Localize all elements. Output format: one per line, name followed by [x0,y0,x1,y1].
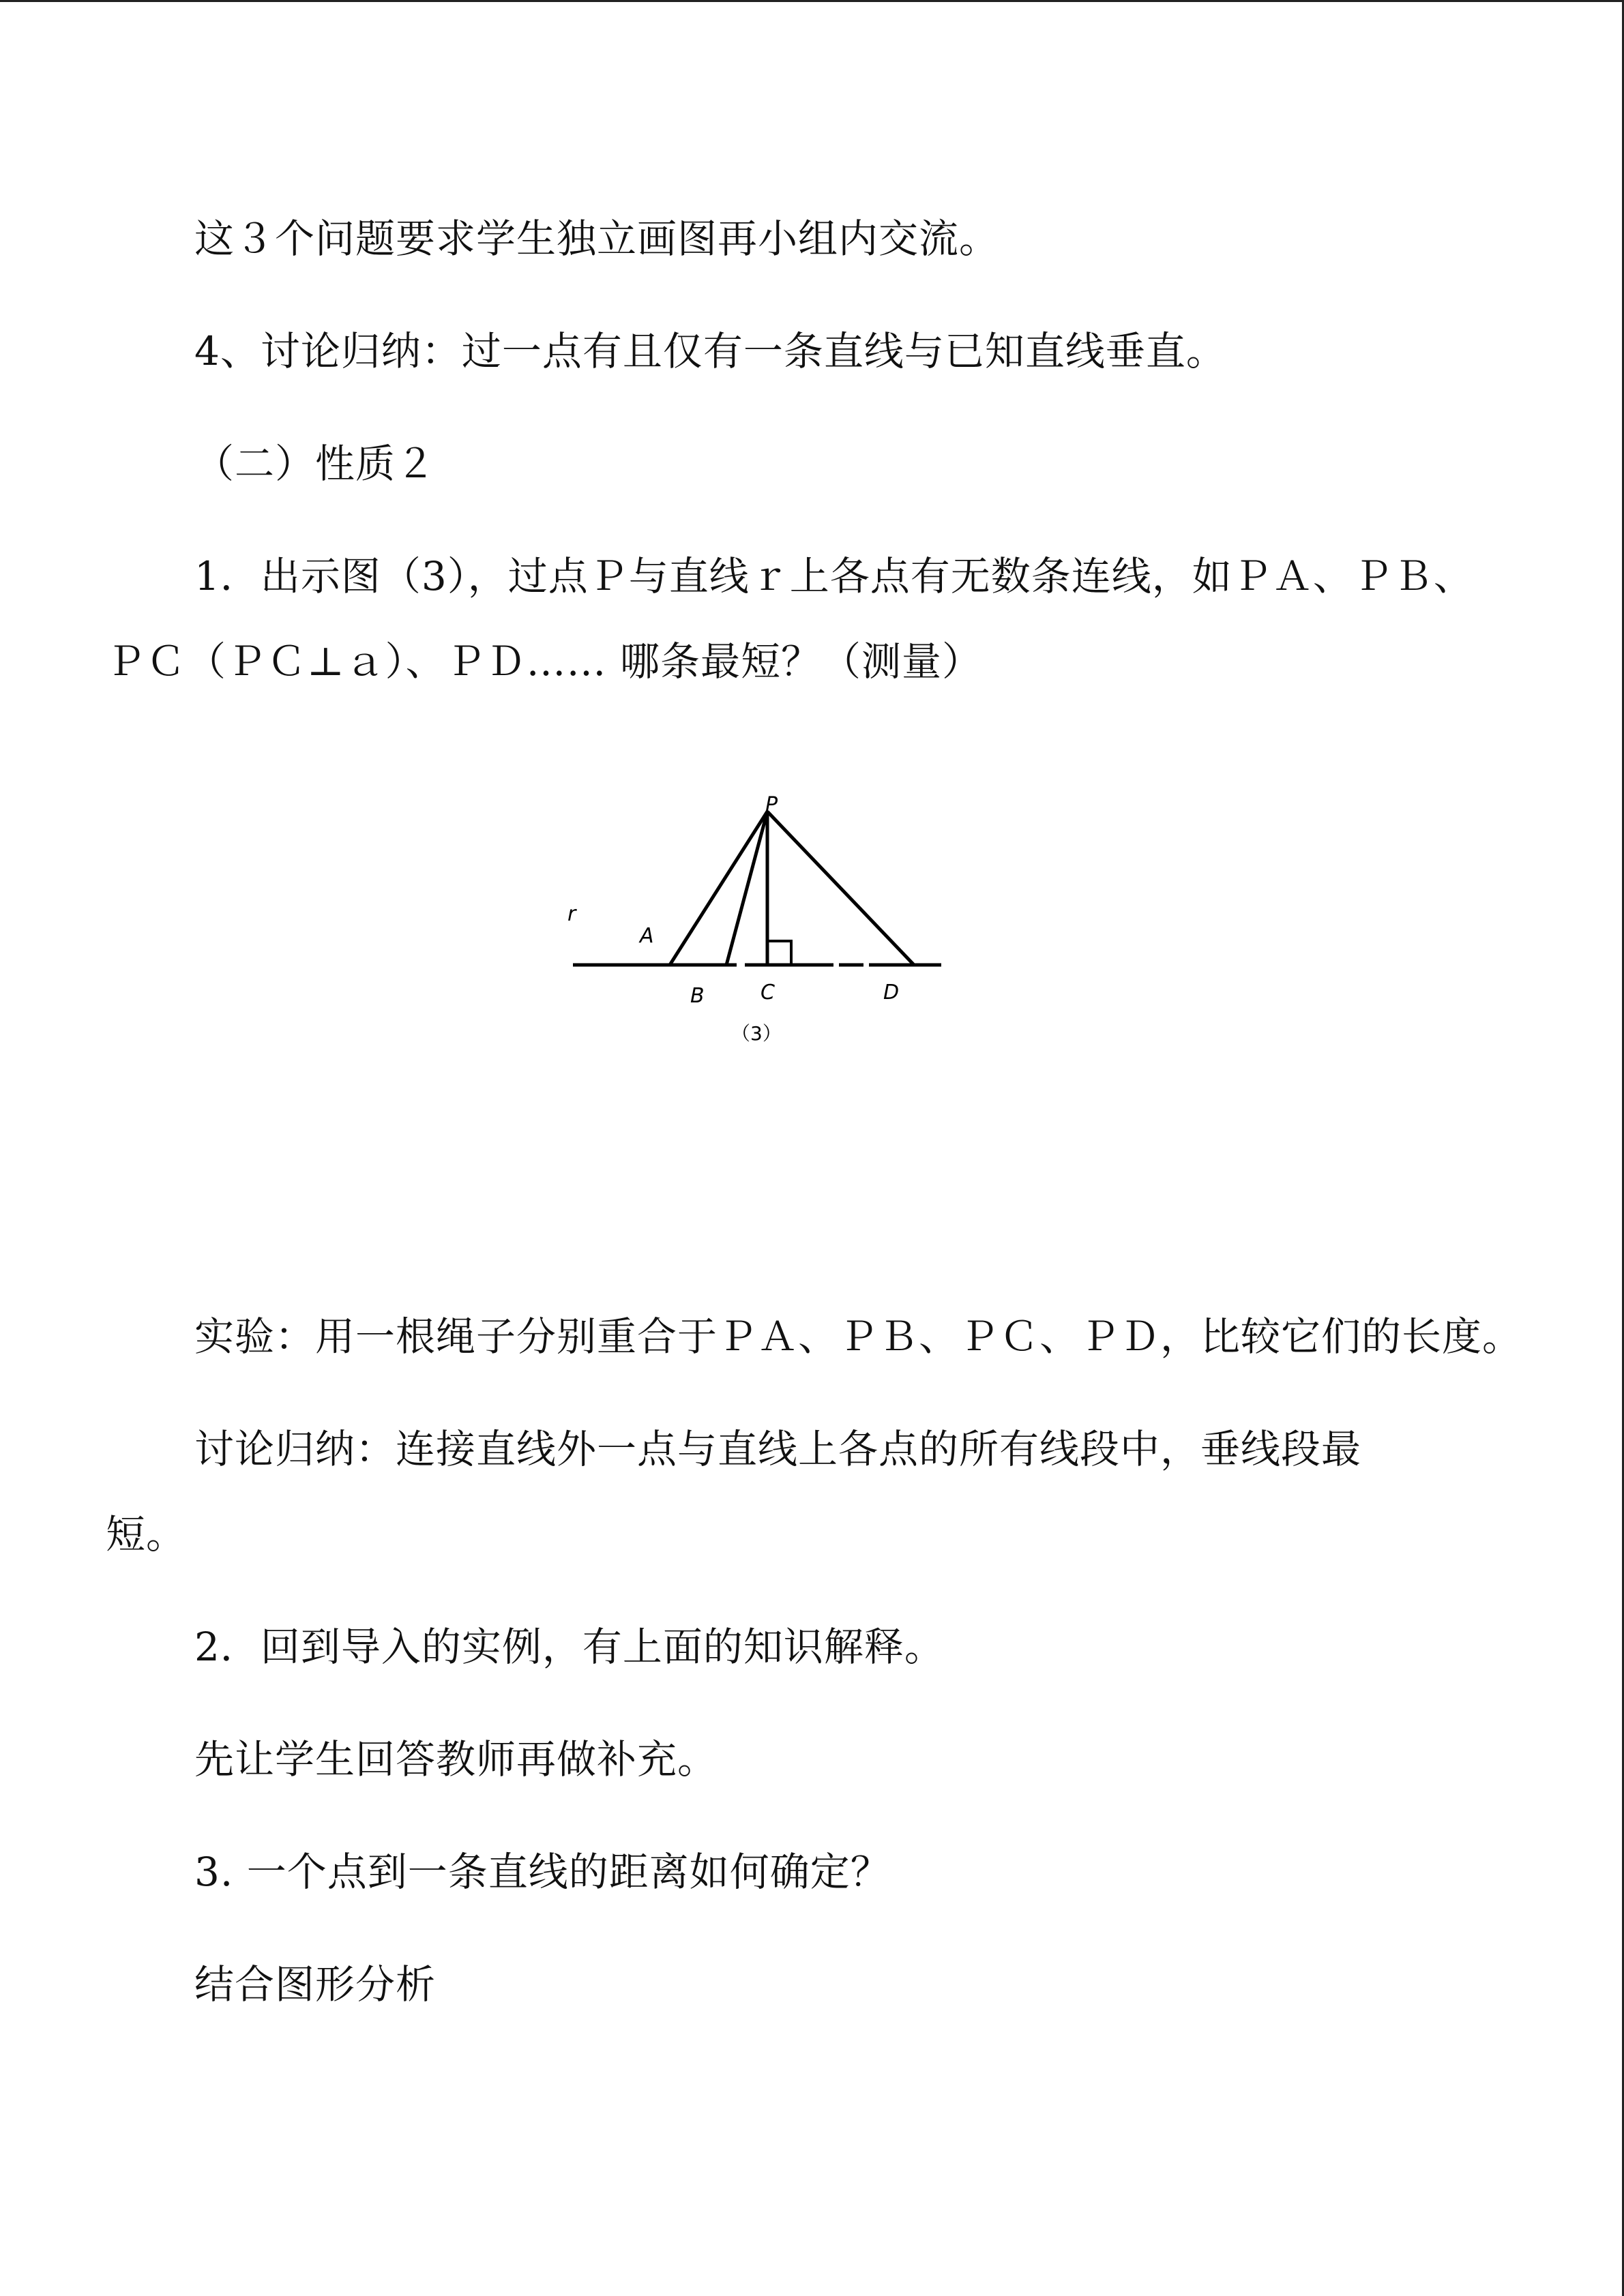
paragraph-1: 这３个问题要求学生独立画图再小组内交流。 [194,215,1000,262]
paragraph-9: 3. 一个点到一条直线的距离如何确定？ [194,1849,891,1895]
paragraph-2: 4、讨论归纳：过一点有且仅有一条直线与已知直线垂直。 [194,328,1226,374]
section-heading: （二）性质２ [194,441,437,487]
paragraph-6-line-2: 短。 [106,1511,187,1557]
paragraph-5: 实验：用一根绳子分别重合于ＰＡ、ＰＢ、ＰＣ、ＰＤ，比较它们的长度。 [194,1313,1523,1360]
label-d: D [883,981,900,1004]
paragraph-10: 结合图形分析 [194,1961,437,2008]
right-angle-marker [767,941,791,965]
label-c: C [761,981,775,1004]
paragraph-4-line-2: ＰＣ（ＰＣ⊥ａ）、ＰＤ…… 哪条最短？（测量） [106,638,982,685]
label-r: r [567,902,576,926]
paragraph-4-line-1: 1．出示图（3），过点Ｐ与直线ｒ上各点有无数条连线，如ＰＡ、ＰＢ、 [194,553,1474,599]
geometry-figure [559,791,955,1057]
paragraph-7: 2．回到导入的实例，有上面的知识解释。 [194,1624,945,1670]
segment-pa [670,811,767,965]
label-b: B [690,984,705,1008]
figure-caption: （3） [731,1022,782,1045]
page-top-border [0,0,1624,2]
segment-pb [726,811,767,965]
paragraph-8: 先让学生回答教师再做补充。 [194,1736,718,1783]
label-p: P [765,793,778,817]
paragraph-6-line-1: 讨论归纳：连接直线外一点与直线上各点的所有线段中，垂线段最 [194,1426,1362,1472]
label-a: A [640,924,654,948]
